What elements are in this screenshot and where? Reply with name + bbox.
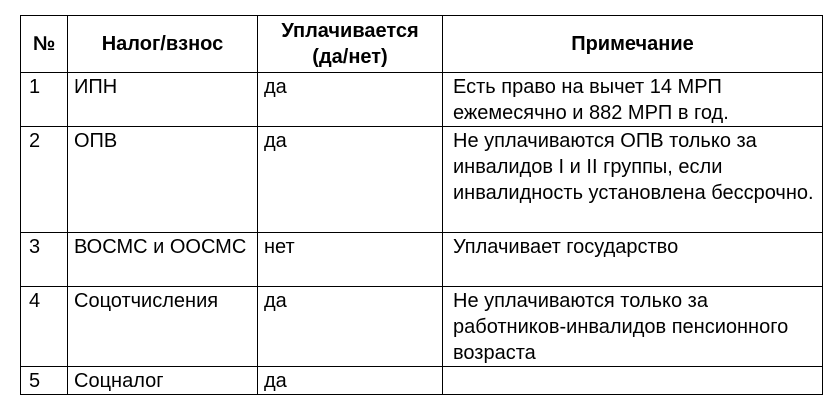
header-paid: Уплачивается (да/нет): [258, 16, 443, 73]
row-number: 4: [21, 287, 68, 367]
row-tax: ИПН: [68, 73, 258, 127]
document-page: [20, 15, 823, 395]
row-paid: да: [258, 287, 443, 367]
row-note: [443, 367, 823, 395]
table-row: [21, 127, 823, 233]
row-paid: да: [258, 367, 443, 395]
table-row: [21, 367, 823, 395]
row-note: Есть право на вычет 14 МРП ежемесячно и 882 МРП в год.: [443, 73, 823, 127]
tax-table: [20, 15, 823, 395]
row-number: 3: [21, 233, 68, 287]
row-number: 1: [21, 73, 68, 127]
row-paid: нет: [258, 233, 443, 287]
row-tax: ОПВ: [68, 127, 258, 233]
table-row: [21, 287, 823, 367]
row-tax: Соцналог: [68, 367, 258, 395]
header-number: №: [21, 16, 68, 73]
row-note: Не уплачиваются ОПВ только за инвалидов I и II группы, если инвалидность установлена бессрочно.: [443, 127, 823, 233]
header-note: Примечание: [443, 16, 823, 73]
row-note: Не уплачиваются только за работников-инвалидов пенсионного возраста: [443, 287, 823, 367]
row-tax: ВОСМС и ООСМС: [68, 233, 258, 287]
row-tax: Соцотчисления: [68, 287, 258, 367]
table-row: [21, 73, 823, 127]
table-header-row: [21, 16, 823, 73]
row-number: 5: [21, 367, 68, 395]
row-paid: да: [258, 73, 443, 127]
table-row: [21, 233, 823, 287]
header-tax: Налог/взнос: [68, 16, 258, 73]
row-paid: да: [258, 127, 443, 233]
row-number: 2: [21, 127, 68, 233]
row-note: Уплачивает государство: [443, 233, 823, 287]
